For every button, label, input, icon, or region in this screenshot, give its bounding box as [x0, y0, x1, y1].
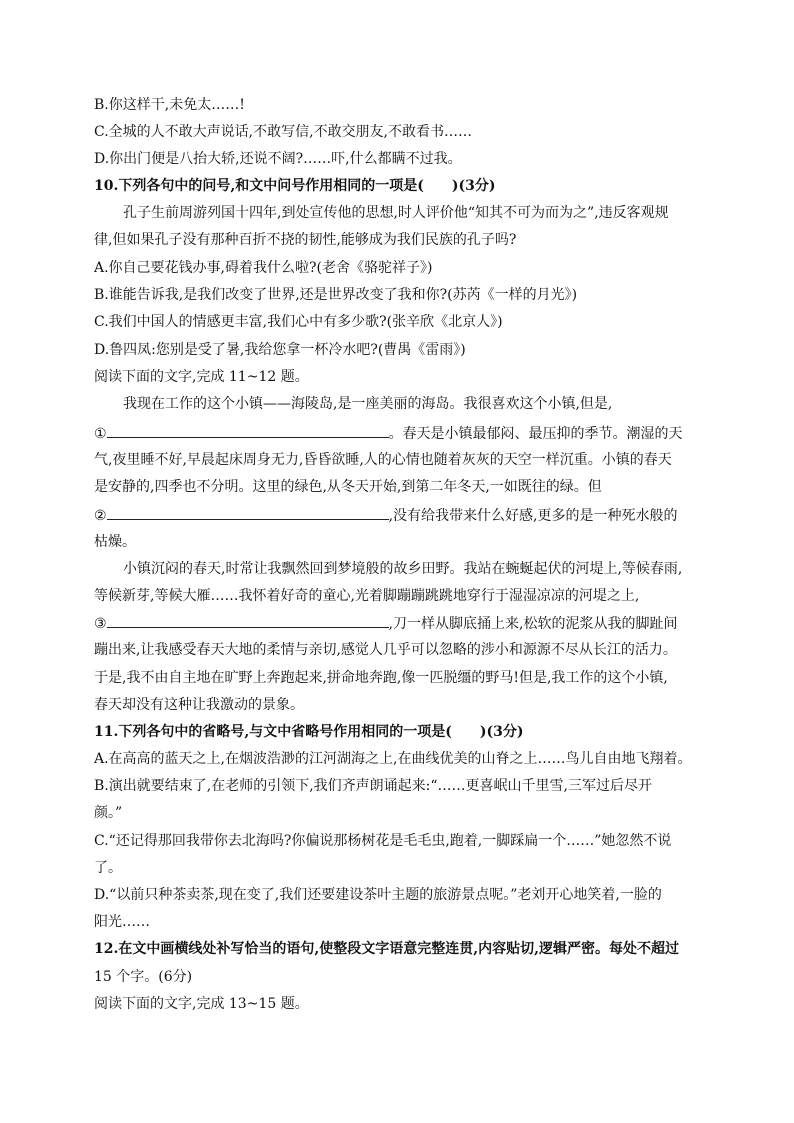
passage-line-blank-1: [94, 423, 700, 444]
q11-option-d: D.“以前只种茶卖茶,现在变了,我们还要建设茶叶主题的旅游景点呢。”老刘开心地笑着,一脸的: [94, 887, 662, 903]
passage-line: 小镇沉闷的春天,时常让我飘然回到梦境般的故乡田野。我站在蜿蜒起伏的河堤上,等候春雨,: [123, 561, 683, 577]
reading-intro: 阅读下面的文字,完成 13~15 题。: [94, 996, 309, 1012]
q11-option-c: C.“还记得那回我带你去北海吗?你偏说那杨树花是毛毛虫,跑着,一脚踩扁一个……”她忽然不说: [94, 833, 672, 849]
passage-line: 枯燥。: [94, 534, 136, 550]
q10-option-d: D.鲁四凤:您别是受了暑,我给您拿一杯冷水吧?(曹禺《雷雨》): [94, 342, 466, 358]
reading-intro: 阅读下面的文字,完成 11~12 题。: [94, 369, 309, 385]
passage-line: 蹦出来,让我感受春天大地的柔情与亲切,感觉人几乎可以忽略的涉小和源源不尽从长江的活力。: [94, 642, 677, 658]
q10-stem: 10.下列各句中的问号,和文中问号作用相同的一项是( )(3分): [94, 178, 496, 194]
passage-line-blank-2: [94, 505, 700, 526]
q9-option-d: D.你出门便是八抬大轿,还说不阔?……吓,什么都瞒不过我。: [94, 151, 462, 167]
blank-number-1: ①: [94, 426, 107, 442]
q11-option-a: A.在高高的蓝天之上,在烟波浩渺的江河湖海之上,在曲线优美的山脊之上……鸟儿自由地飞翔着。: [94, 751, 692, 767]
passage-text: 。春天是小镇最郁闷、最压抑的季节。潮湿的天: [388, 426, 683, 442]
q12-stem-cont: 15 个字。(6分): [94, 969, 193, 985]
q10-passage-line: 孔子生前周游列国十四年,到处宣传他的思想,时人评价他“知其不可为而为之”,违反客观规: [123, 205, 669, 221]
q12-stem: 12.在文中画横线处补写恰当的语句,使整段文字语意完整连贯,内容贴切,逻辑严密。每处不超过: [94, 941, 679, 957]
answer-blank-1[interactable]: [107, 423, 389, 438]
q11-option-b-cont: 颜。”: [94, 805, 123, 821]
q11-stem: 11.下列各句中的省略号,与文中省略号作用相同的一项是( )(3分): [94, 724, 524, 740]
q11-option-d-cont: 阳光……: [94, 914, 150, 930]
blank-number-3: ③: [94, 616, 107, 632]
q9-option-c: C.全城的人不敢大声说话,不敢写信,不敢交朋友,不敢看书……: [94, 124, 473, 140]
passage-line: 于是,我不由自主地在旷野上奔跑起来,拼命地奔跑,像一匹脱缰的野马!但是,我工作的这个小镇,: [94, 670, 668, 686]
q10-option-c: C.我们中国人的情感更丰富,我们心中有多少歌?(张辛欣《北京人》): [94, 314, 503, 330]
answer-blank-3[interactable]: [107, 613, 389, 628]
q10-option-b: B.谁能告诉我,是我们改变了世界,还是世界改变了我和你?(苏芮《一样的月光》): [94, 287, 578, 303]
passage-line: 气,夜里睡不好,早晨起床周身无力,昏昏欲睡,人的心情也随着灰灰的天空一样沉重。小镇的春天: [94, 452, 672, 468]
passage-text: ,没有给我带来什么好感,更多的是一种死水般的: [388, 508, 678, 524]
passage-line-blank-3: [94, 613, 700, 634]
passage-line: 是安静的,四季也不分明。这里的绿色,从冬天开始,到第二年冬天,一如既往的绿。但: [94, 479, 602, 495]
q10-passage-line: 律,但如果孔子没有那种百折不挠的韧性,能够成为我们民族的孔子吗?: [94, 232, 517, 248]
q11-option-c-cont: 了。: [94, 860, 122, 876]
answer-blank-2[interactable]: [107, 505, 389, 520]
q9-option-b: B.你这样干,未免太……!: [94, 97, 245, 113]
passage-line: 等候新芽,等候大雁……我怀着好奇的童心,光着脚蹦蹦跳跳地穿行于湿湿凉凉的河堤之上,: [94, 588, 640, 604]
q11-option-b: B.演出就要结束了,在老师的引领下,我们齐声朗诵起来:“……更喜岷山千里雪,三军过后尽开: [94, 778, 652, 794]
blank-number-2: ②: [94, 508, 107, 524]
passage-line: 春天却没有这种让我激动的景象。: [94, 697, 304, 713]
q10-option-a: A.你自己要花钱办事,碍着我什么啦?(老舍《骆驼祥子》): [94, 260, 433, 276]
passage-line: 我现在工作的这个小镇——海陵岛,是一座美丽的海岛。我很喜欢这个小镇,但是,: [123, 396, 613, 412]
passage-text: ,刀一样从脚底捅上来,松软的泥浆从我的脚趾间: [388, 616, 678, 632]
